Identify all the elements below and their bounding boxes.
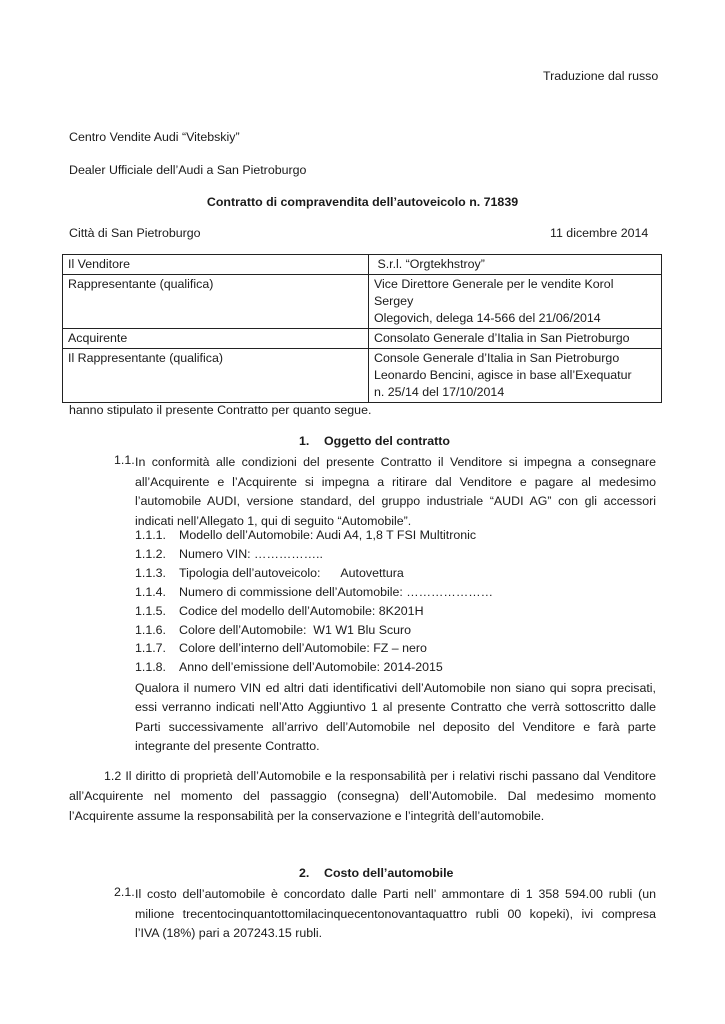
party-value-line: S.r.l. “Orgtekhstroy”	[374, 257, 485, 271]
item-text: Colore dell’Automobile: W1 W1 Blu Scuro	[179, 623, 412, 637]
clause-line: Qualora il numero VIN ed altri dati identificativi dell’Automobile non siano qui sopra precisati,	[135, 681, 656, 695]
translation-note: Traduzione dal russo	[543, 69, 659, 83]
clause-line: In conformità alle condizioni del presente Contratto il Venditore si impegna a consegnare	[135, 455, 656, 469]
clause-2-1	[135, 885, 656, 944]
item-text: Modello dell’Automobile: Audi A4, 1,8 T FSI Multitronic	[179, 528, 477, 542]
clause-line: essi verranno indicati nell’Atto Aggiuntivo 1 al presente Contratto che verrà sottoscritto dalle	[135, 700, 656, 715]
contract-date: 11 dicembre 2014	[550, 226, 649, 240]
item-number: 1.1.5.	[135, 604, 167, 618]
clause-2-1-number: 2.1.	[114, 885, 135, 899]
parties-table	[62, 254, 662, 403]
clause-line: milione trecentocinquantottomilacinquecentonovantaquattro rubli 00 kopeki), ivi compresa	[135, 906, 656, 921]
party-label: Il Rappresentante (qualifica)	[63, 349, 369, 403]
party-value	[369, 275, 662, 329]
item-number: 1.1.3.	[135, 566, 167, 580]
party-label: Il Venditore	[63, 255, 369, 275]
clause-line: l’IVA (18%) pari a 207243.15 rubli.	[135, 926, 323, 940]
dealer-name: Dealer Ufficiale dell’Audi a San Pietroburgo	[69, 163, 307, 177]
clause-line: Il costo dell’automobile è concordato dalle Parti nell’ ammontare di 1 358 594.00 rubli (un	[135, 887, 656, 901]
contract-city: Città di San Pietroburgo	[69, 226, 201, 240]
section1-number: 1.	[299, 434, 310, 448]
intro-text: hanno stipulato il presente Contratto per quanto segue.	[69, 403, 372, 417]
section2-heading: Costo dell’automobile	[324, 866, 454, 880]
clause-line: Parti successivamente all’arrivo dell’Automobile nel deposito del Venditore e farà parte	[135, 719, 656, 734]
item-text: Tipologia dell’autoveicolo: Autovettura	[179, 566, 404, 580]
item-text: Numero VIN: ……………..	[179, 547, 323, 561]
section1-heading: Oggetto del contratto	[324, 434, 450, 448]
clause-line: l’automobile AUDI, versione standard, del gruppo industriale “AUDI AG” con gli accessori	[135, 494, 656, 508]
party-label: Acquirente	[63, 329, 369, 349]
table-row	[63, 349, 662, 403]
table-row	[63, 275, 662, 329]
item-number: 1.1.7.	[135, 641, 167, 655]
table-row	[63, 329, 662, 349]
clause-line: l’Acquirente assume la responsabilità per la conservazione e l’integrità dell’automobile.	[69, 809, 545, 823]
company-name: Centro Vendite Audi “Vitebskiy”	[69, 130, 240, 144]
item-text: Colore dell’interno dell’Automobile: FZ – nero	[179, 641, 427, 655]
item-text: Codice del modello dell’Automobile: 8K201H	[179, 604, 424, 618]
contract-title: Contratto di compravendita dell’autoveicolo n. 71839	[206, 195, 519, 209]
table-row	[63, 255, 662, 275]
clause-line: all’Acquirente nel momento del passaggio (consegna) dell’Automobile. Dal medesimo momento	[69, 789, 656, 803]
party-value-line: n. 25/14 del 17/10/2014	[374, 385, 505, 399]
vin-note	[135, 679, 656, 756]
item-text: Numero di commissione dell’Automobile: …………………	[179, 585, 493, 599]
section2-number: 2.	[299, 866, 310, 880]
party-value-line: Console Generale d’Italia in San Pietroburgo	[374, 351, 620, 365]
clause-line: 1.2 Il diritto di proprietà dell’Automobile e la responsabilità per i relativi rischi passano dal Venditore	[104, 769, 656, 783]
party-value-line: Leonardo Bencini, agisce in base all’Exequatur	[374, 368, 632, 382]
item-number: 1.1.6.	[135, 623, 167, 637]
clause-1-1	[135, 453, 656, 531]
item-number: 1.1.8.	[135, 660, 167, 674]
party-value	[369, 255, 662, 275]
party-value	[369, 329, 662, 349]
item-number: 1.1.4.	[135, 585, 167, 599]
item-text: Anno dell’emissione dell’Automobile: 2014-2015	[179, 660, 443, 674]
clause-1-1-number: 1.1.	[114, 453, 135, 467]
item-number: 1.1.2.	[135, 547, 167, 561]
clause-line: integrante del presente Contratto.	[135, 738, 320, 753]
clause-line: all’Acquirente e l’Acquirente si impegna a ritirare dal Venditore e pagare al medesimo	[135, 474, 656, 489]
party-value-line: Consolato Generale d’Italia in San Pietroburgo	[374, 331, 630, 345]
party-value	[369, 349, 662, 403]
party-value-line: Olegovich, delega 14-566 del 21/06/2014	[374, 311, 601, 325]
party-value-line: Vice Direttore Generale per le vendite Korol Sergey	[374, 277, 614, 308]
party-label: Rappresentante (qualifica)	[63, 275, 369, 329]
item-number: 1.1.1.	[135, 528, 167, 542]
clause-1-2	[69, 766, 656, 826]
clause-line: indicati nell’Allegato 1, qui di seguito “Automobile”.	[135, 513, 412, 528]
